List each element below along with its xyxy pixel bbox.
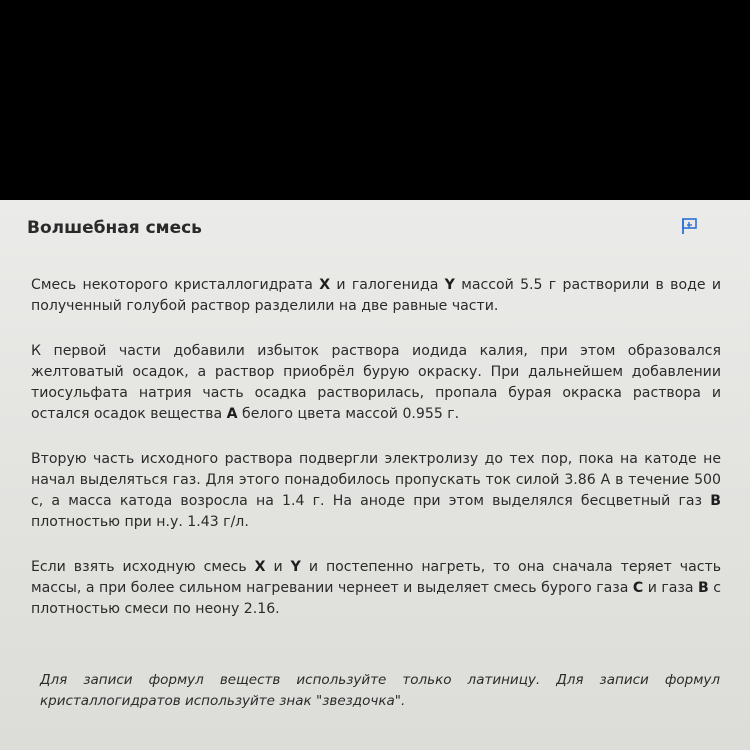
paragraph-2 [31,341,721,425]
text: белого цвета массой 0.955 г. [237,406,460,422]
text: и газа [643,580,699,596]
text: и галогенида [330,277,445,293]
task-body [31,275,721,644]
paragraph-3 [31,449,721,533]
text: Если взять исходную смесь [31,559,255,575]
substance-x: X [319,277,331,293]
paragraph-4 [31,557,721,620]
substance-y: Y [290,559,301,575]
text: Смесь некоторого кристаллогидрата [31,277,320,293]
text: массой 5.5 г растворили в воде и полученный голубой раствор разделили на две равные части. [31,277,721,314]
substance-y: Y [444,277,455,293]
substance-c: C [632,580,644,596]
substance-b: B [710,493,721,509]
text: плотностью при н.у. 1.43 г/л. [31,514,249,530]
task-title: Волшебная смесь [27,218,202,238]
substance-a: A [226,406,238,422]
formula-hint: Для записи формул веществ используйте только латиницу. Для записи формул кристаллогидратов используйте знак "звездочка". [40,672,720,709]
substance-b: B [698,580,709,596]
paragraph-1 [31,275,721,317]
text: и [265,559,291,575]
screen-dark-area [0,0,750,200]
text: Вторую часть исходного раствора подвергли электролизу до тех пор, пока на катоде не начал выделяться газ. Для этого понадобилось пропускать ток силой 3.86 А в течение 500 с, а масса катода возросла на 1.4 г. На аноде при этом выделялся бесцветный газ [31,451,721,509]
text: и постепенно нагреть, то она сначала теряет часть массы, а при более сильном нагревании чернеет и выделяет смесь бурого газа [31,559,721,596]
substance-x: X [254,559,266,575]
flag-icon[interactable] [680,216,700,236]
task-card [0,200,750,750]
text: с плотностью смеси по неону 2.16. [31,580,722,617]
text: К первой части добавили избыток раствора иодида калия, при этом образовался желтоватый осадок, а раствор приобрёл бурую окраску. При дальнейшем добавлении тиосульфата натрия часть осадка растворилась, пропала бурая окраска раствора и остался осадок вещества [31,343,721,422]
